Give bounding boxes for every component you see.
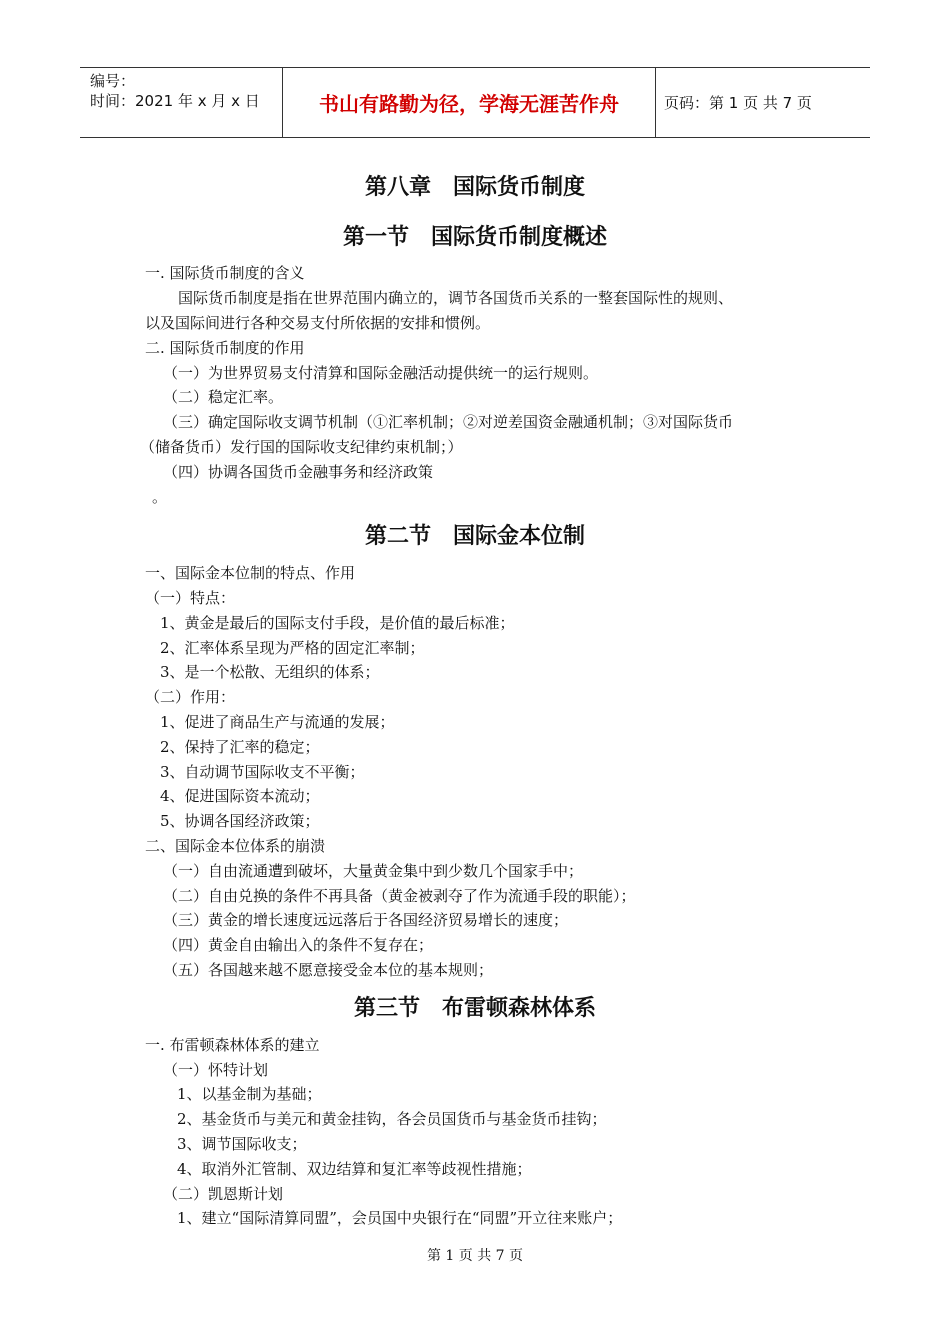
paragraph-line: 一、国际金本位制的特点、作用: [145, 564, 356, 582]
paragraph-line: 2、保持了汇率的稳定；: [160, 738, 320, 756]
paragraph-line: 以及国际间进行各种交易支付所依据的安排和惯例。: [145, 314, 491, 332]
paragraph-line: （二）作用：: [145, 688, 236, 706]
header-meta: [80, 68, 282, 137]
paragraph-line: （二）凯恩斯计划: [163, 1185, 284, 1203]
paragraph-line: （一）怀特计划: [163, 1061, 269, 1079]
header-page-info: 页码：第 1 页 共 7 页: [664, 94, 812, 112]
paragraph-line: （三）确定国际收支调节机制（①汇率机制；②对逆差国资金融通机制；③对国际货币: [163, 413, 734, 431]
paragraph-line: 1、促进了商品生产与流通的发展；: [160, 713, 395, 731]
paragraph-line: 5、协调各国经济政策；: [160, 812, 320, 830]
paragraph-line: 1、以基金制为基础；: [177, 1085, 322, 1103]
paragraph-line: （一）特点：: [145, 589, 236, 607]
paragraph-line: 1、黄金是最后的国际支付手段，是价值的最后标准；: [160, 614, 515, 632]
paragraph-line: （储备货币）发行国的国际收支纪律约束机制；）: [140, 438, 463, 456]
paragraph-line: 国际货币制度是指在世界范围内确立的，调节各国货币关系的一整套国际性的规则、: [178, 289, 734, 307]
section-heading: 第一节 国际货币制度概述: [342, 225, 607, 250]
paragraph-line: 2、汇率体系呈现为严格的固定汇率制；: [160, 639, 425, 657]
paragraph-line: 二. 国际货币制度的作用: [145, 339, 305, 357]
header-motto: 书山有路勤为径，学海无涯苦作舟: [282, 68, 656, 137]
paragraph-line: （一）为世界贸易支付清算和国际金融活动提供统一的运行规则。: [163, 364, 599, 382]
paragraph-line: （二）稳定汇率。: [163, 388, 284, 406]
paragraph-line: 二、国际金本位体系的崩溃: [145, 837, 326, 855]
paragraph-line: 3、调节国际收支；: [177, 1135, 307, 1153]
paragraph-line: （三）黄金的增长速度远远落后于各国经济贸易增长的速度；: [163, 911, 569, 929]
doc-date-label: 时间：2021 年 x 月 x 日: [90, 92, 260, 110]
paragraph-line: 。: [152, 488, 168, 506]
paragraph-line: 1、建立“国际清算同盟”，会员国中央银行在“同盟”开立往来账户；: [177, 1209, 623, 1227]
paragraph-line: 4、促进国际资本流动；: [160, 787, 320, 805]
section-heading: 第三节 布雷顿森林体系: [353, 996, 596, 1021]
paragraph-line: 一. 国际货币制度的含义: [145, 264, 305, 282]
paragraph-line: （二）自由兑换的条件不再具备（黄金被剥夺了作为流通手段的职能）；: [163, 887, 636, 905]
page-footer: 第 1 页 共 7 页: [426, 1248, 524, 1264]
paragraph-line: 一. 布雷顿森林体系的建立: [145, 1036, 320, 1054]
page-header: [80, 67, 870, 138]
paragraph-line: 3、自动调节国际收支不平衡；: [160, 763, 365, 781]
paragraph-line: 4、取消外汇管制、双边结算和复汇率等歧视性措施；: [177, 1160, 532, 1178]
chapter-title: 第八章 国际货币制度: [364, 175, 585, 200]
paragraph-line: （四）协调各国货币金融事务和经济政策: [163, 463, 434, 481]
paragraph-line: 3、是一个松散、无组织的体系；: [160, 663, 380, 681]
paragraph-line: 2、基金货币与美元和黄金挂钩，各会员国货币与基金货币挂钩；: [177, 1110, 607, 1128]
paragraph-line: （一）自由流通遭到破坏，大量黄金集中到少数几个国家手中；: [163, 862, 584, 880]
section-heading: 第二节 国际金本位制: [364, 524, 585, 549]
doc-number-label: 编号：: [90, 72, 136, 90]
paragraph-line: （四）黄金自由输出入的条件不复存在；: [163, 936, 434, 954]
paragraph-line: （五）各国越来越不愿意接受金本位的基本规则；: [163, 961, 494, 979]
